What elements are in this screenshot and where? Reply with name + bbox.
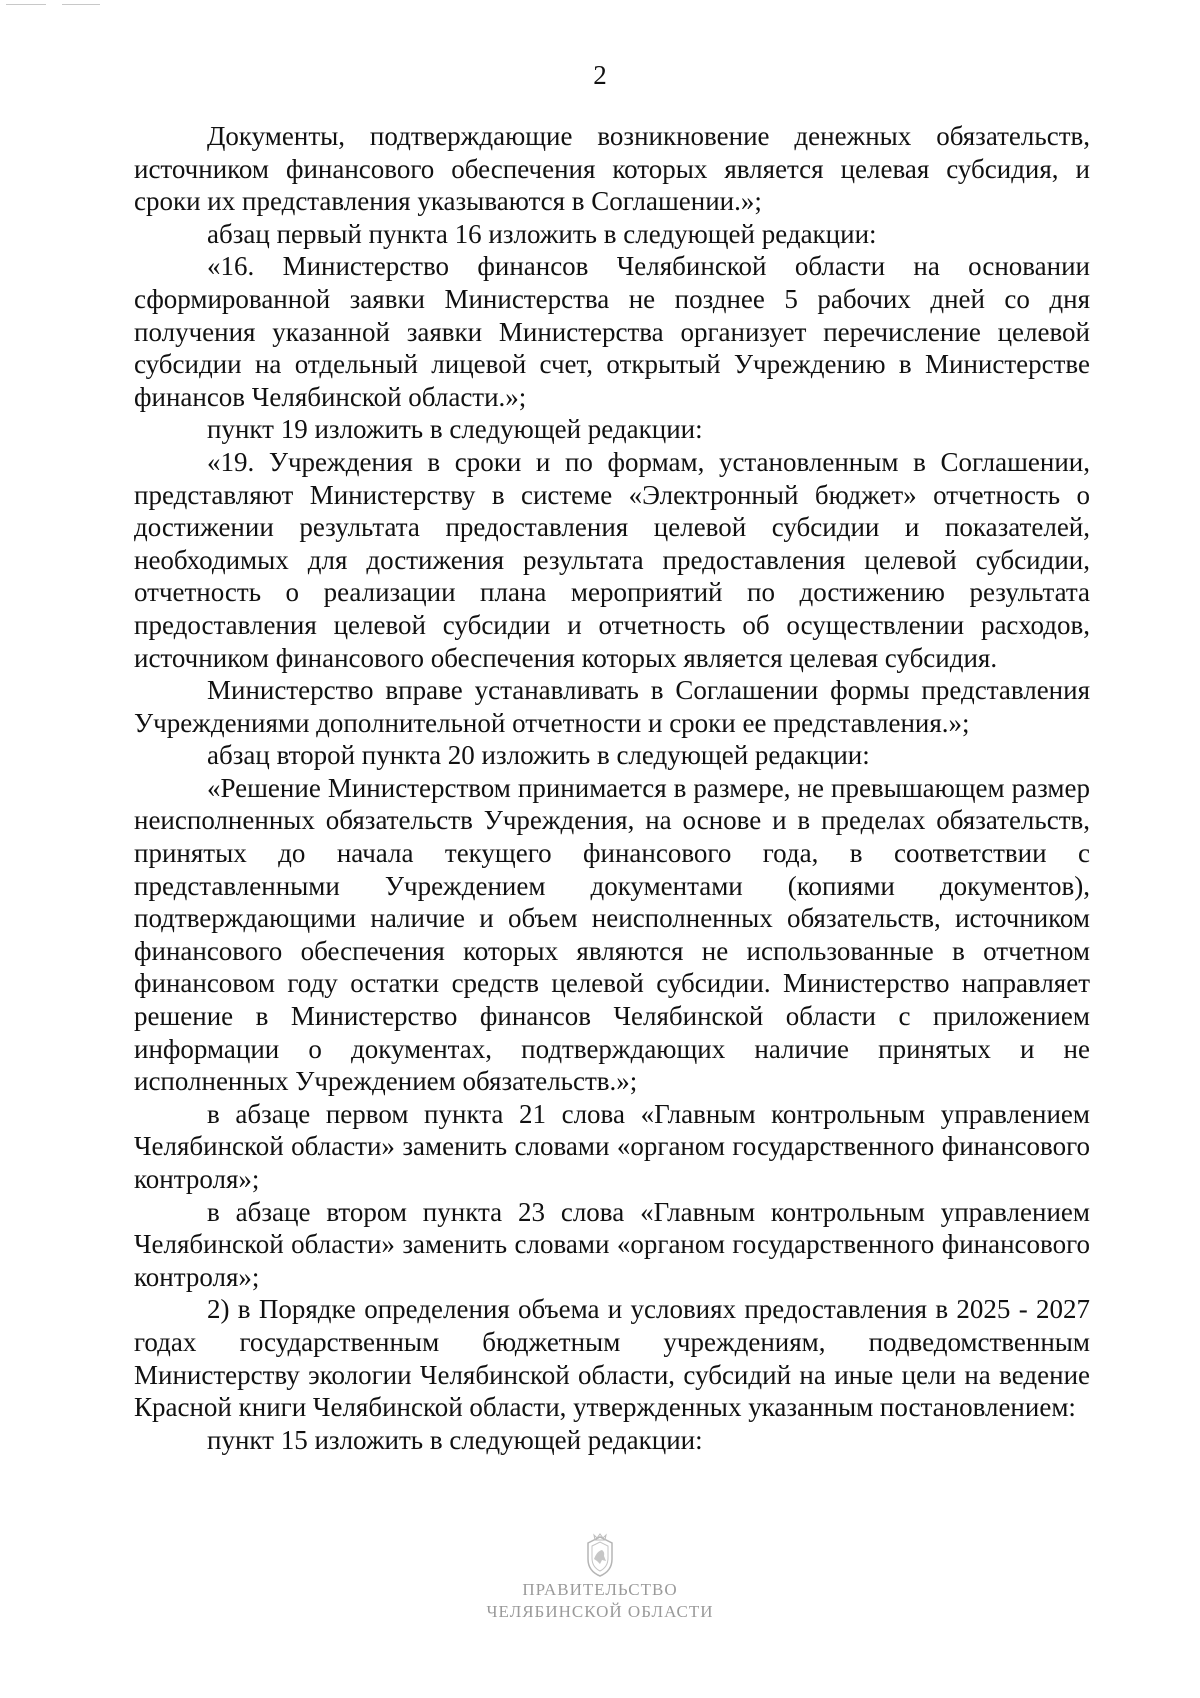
emblem-line-1: ПРАВИТЕЛЬСТВО (522, 1580, 678, 1599)
paragraph: в абзаце втором пункта 23 слова «Главным контрольным управлением Челябинской области» заменить словами «органом государственного финансового контроля»; (134, 1196, 1090, 1292)
paragraph: абзац первый пункта 16 изложить в следующей редакции: (207, 218, 877, 249)
paragraph: в абзаце первом пункта 21 слова «Главным контрольным управлением Челябинской области» заменить словами «органом государственного финансового контроля»; (134, 1098, 1090, 1194)
paragraph: пункт 19 изложить в следующей редакции: (207, 414, 703, 445)
paragraph: 2) в Порядке определения объема и условиях предоставления в 2025 - 2027 годах государственным бюджетным учреждениям, подведомственным Министерству экологии Челябинской области, субсидий на иные цели на ведение Красной книги Челябинской области, утвержденных указанным постановлением: (134, 1294, 1090, 1423)
paragraph: «19. Учреждения в сроки и по формам, установленным в Соглашении, представляют Министерству в системе «Электронный бюджет» отчетность о достижении результата предоставления целевой субсидии и показателей, необходимых для достижения результата предоставления целевой субсидии, отчетность о реализации плана мероприятий по достижению результата предоставления целевой субсидии и отчетность об осуществлении расходов, источником финансового обеспечения которых является целевая субсидия. (134, 446, 1090, 673)
coat-of-arms-icon (580, 1533, 620, 1579)
scan-mark (62, 4, 100, 5)
paragraph: Документы, подтверждающие возникновение денежных обязательств, источником финансового обеспечения которых является целевая субсидия, и сроки их представления указываются в Соглашении.»; (134, 121, 1090, 217)
document-body (134, 120, 1090, 1456)
scan-mark (6, 4, 46, 5)
paragraph: абзац второй пункта 20 изложить в следующей редакции: (207, 740, 870, 771)
emblem-line-2: ЧЕЛЯБИНСКОЙ ОБЛАСТИ (486, 1602, 714, 1621)
paragraph: пункт 15 изложить в следующей редакции: (207, 1424, 703, 1455)
paragraph: «Решение Министерством принимается в размере, не превышающем размер неисполненных обязательств Учреждения, на основе и в пределах обязательств, принятых до начала текущего финансового года, в соответствии с представленными Учреждением документами (копиями документов), подтверждающими наличие и объем неисполненных обязательств, источником финансового обеспечения которых являются не использованные в отчетном финансовом году остатки средств целевой субсидии. Министерство направляет решение в Министерство финансов Челябинской области с приложением информации о документах, подтверждающих наличие принятых и не исполненных Учреждением обязательств.»; (134, 772, 1090, 1097)
government-emblem-watermark (0, 1533, 1200, 1623)
paragraph: «16. Министерство финансов Челябинской области на основании сформированной заявки Министерства не позднее 5 рабочих дней со дня получения указанной заявки Министерства организует перечисление целевой субсидии на отдельный лицевой счет, открытый Учреждению в Министерстве финансов Челябинской области.»; (134, 251, 1090, 412)
paragraph: Министерство вправе устанавливать в Соглашении формы представления Учреждениями дополнительной отчетности и сроки ее представления.»; (134, 675, 1090, 738)
page-number: 2 (593, 60, 607, 90)
